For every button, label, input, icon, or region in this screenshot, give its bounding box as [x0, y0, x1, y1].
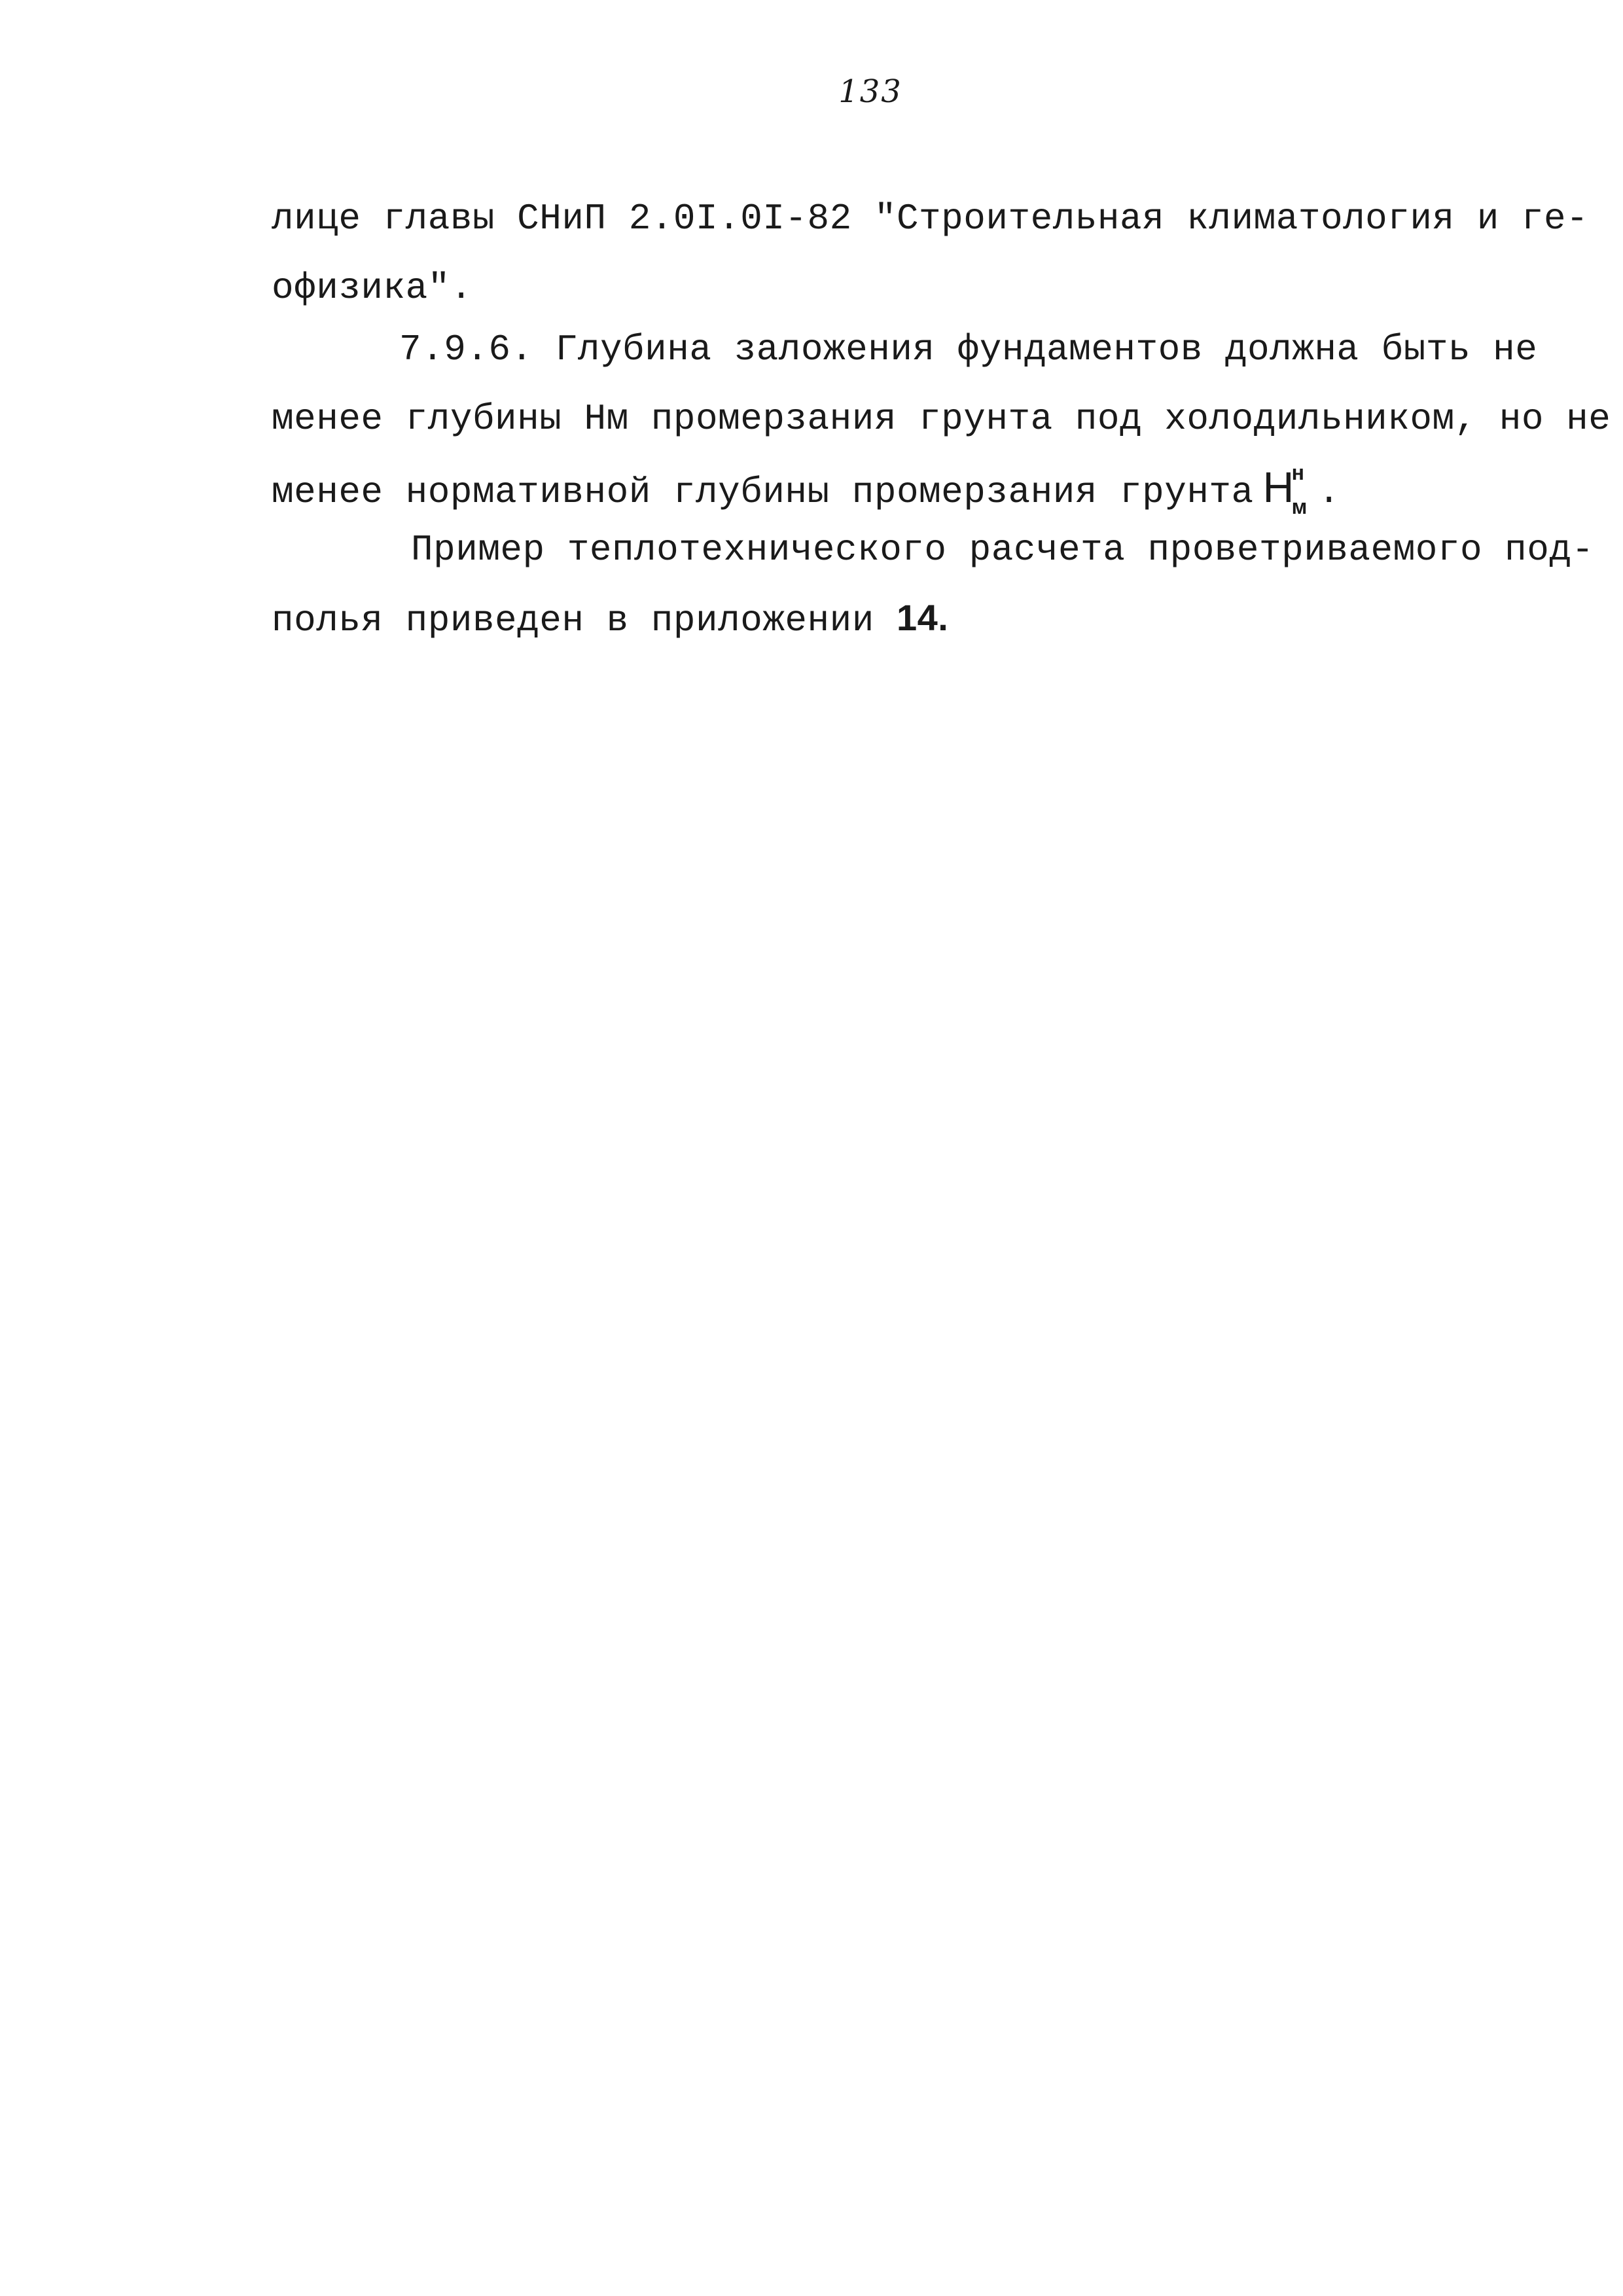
text-line-7: [272, 594, 948, 644]
page-number: 133: [838, 73, 902, 110]
text-line-5: [272, 463, 1340, 516]
symbol-superscript: н: [1291, 461, 1305, 484]
text-line-7-body: полья приведен в приложении: [272, 600, 874, 641]
text-line-2: офизика".: [272, 267, 473, 309]
text-line-6: Пример теплотехнического расчета проветриваемого под-: [411, 529, 1594, 571]
appendix-reference: 14.: [896, 597, 949, 638]
symbol-subscript: м: [1291, 495, 1308, 518]
text-line-4: менее глубины Нм промерзания грунта под холодильником, но не: [272, 398, 1611, 440]
text-line-5-body: менее нормативной глубины промерзания грунта: [272, 471, 1254, 513]
text-line-3: 7.9.6. Глубина заложения фундаментов должна быть не: [399, 329, 1538, 370]
text-line-1: лице главы СНиП 2.0I.0I-82 "Строительная климатология и ге-: [272, 198, 1589, 240]
symbol-base: Н: [1262, 463, 1294, 511]
normative-depth-symbol: [1262, 461, 1308, 518]
line-5-period: .: [1317, 471, 1340, 513]
